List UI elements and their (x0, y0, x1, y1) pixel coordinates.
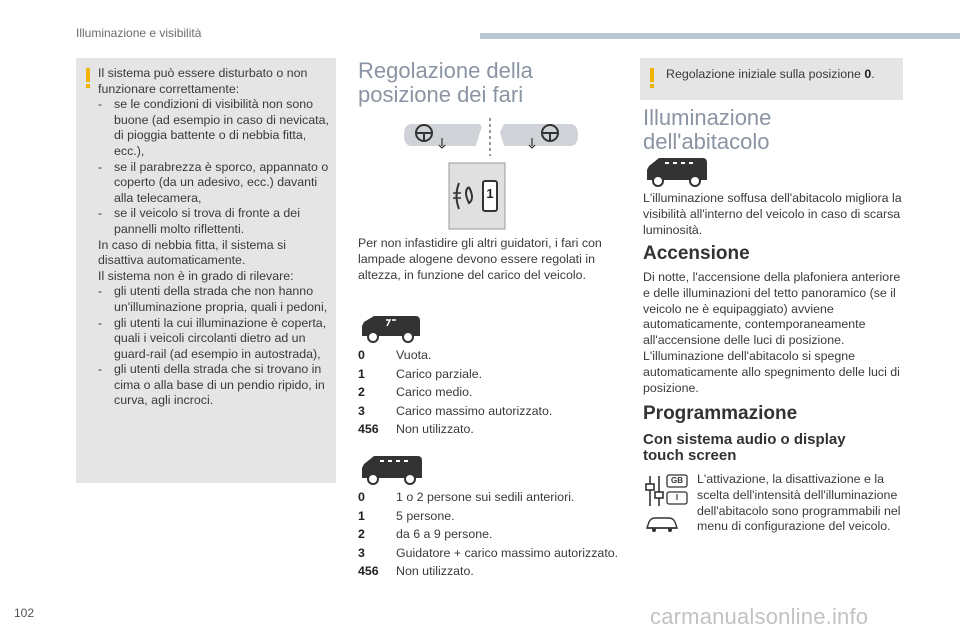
note-disturb-item: - se il veicolo si trova di fronte a dei pannelli molto riflettenti. (98, 206, 334, 237)
note-detect-item: - gli utenti della strada che non hanno un'illuminazione propria, quali i pedoni, (98, 284, 334, 315)
van-load-row: 2 Carico medio. (358, 385, 473, 400)
initial-setting-text: Regolazione iniziale sulla posizione 0. (666, 67, 875, 81)
accensione-text: Di notte, l'accensione della plafoniera anteriore e delle illuminazioni del tetto panoramico (se il veicolo ne è equipaggiato) avviene automaticamente, contemporaneamente all'accensione delle luci di posizione. L'illuminazione dell'abitacolo si spegne automaticamente allo spegnimento delle luci di posizione. (643, 270, 901, 395)
watermark: carmanualsonline.info (650, 604, 869, 629)
van-icon (358, 312, 422, 344)
page-number: 102 (14, 606, 35, 620)
header-bar (480, 33, 960, 39)
gb-language-badge: GB (671, 476, 683, 485)
headlight-beam-icon (400, 118, 580, 158)
van-load-row: 3 Carico massimo autorizzato. (358, 403, 553, 418)
cabin-title-line2: dell'abitacolo (643, 129, 770, 154)
note-fog-text: In caso di nebbia fitta, il sistema si disattiva automaticamente. (98, 237, 287, 268)
cabin-description: L'illuminazione soffusa dell'abitacolo migliora la visibilità all'interno del veicolo in caso di scarsa luminosità. (643, 191, 902, 237)
cabin-section-title (643, 106, 771, 154)
headlight-section-title (358, 59, 533, 107)
header-section-title: Illuminazione e visibilità (76, 26, 202, 40)
van-load-list (358, 346, 552, 439)
minibus-load-row: 0 1 o 2 persone sui sedili anteriori. (358, 490, 575, 505)
minibus-load-row: 3 Guidatore + carico massimo autorizzato. (358, 545, 619, 560)
note-detect-item: - gli utenti della strada che si trovano in cima o alla base di un pendio ripido, in curva, agli incroci. (98, 362, 334, 409)
touch-screen-car-icon (645, 514, 679, 534)
initial-setting-note (640, 58, 903, 100)
van-load-row: 1 Carico parziale. (358, 366, 483, 381)
van-load-row: 0 Vuota. (358, 348, 432, 363)
headlight-title-line1: Regolazione della (358, 58, 533, 83)
minibus-load-row: 456 Non utilizzato. (358, 564, 474, 579)
minibus-load-row: 2 da 6 a 9 persone. (358, 527, 493, 542)
minibus-icon (358, 452, 424, 486)
accensione-title: Accensione (643, 243, 750, 264)
minibus-load-list (358, 488, 618, 581)
i-language-badge: I (675, 493, 679, 502)
note-intro: Il sistema può essere disturbato o non funzionare correttamente: (98, 66, 308, 96)
warning-note-box (76, 58, 336, 483)
headlight-description: Per non infastidire gli altri guidatori, i fari con lampade alogene devono essere regolati in altezza, in funzione del carico del veicolo. (358, 236, 602, 282)
programmazione-subtitle: Con sistema audio o display touch screen (643, 431, 846, 464)
minibus-load-row: 1 5 persone. (358, 508, 455, 523)
info-icon (650, 68, 654, 82)
note-disturb-item: - se il parabrezza è sporco, appannato o coperto (da un adesivo, ecc.) davanti alla telecamera, (98, 160, 334, 207)
info-icon (86, 68, 90, 82)
note-disturb-item: - se le condizioni di visibilità non sono buone (ad esempio in caso di nevicata, di pioggia battente o di nebbia fitta, ecc.), (98, 97, 334, 159)
note-detect-intro: Il sistema non è in grado di rilevare: (98, 268, 294, 283)
programmazione-text: L'attivazione, la disattivazione e la scelta dell'intensità dell'illuminazione dell'abitacolo sono programmabili nel menu di configurazione del veicolo. (697, 472, 901, 534)
note-detect-item: - gli utenti la cui illuminazione è coperta, quali i veicoli circolanti dietro ad un guard-rail (ad esempio in autostrada), (98, 316, 334, 363)
headlight-dial-value: 1 (486, 186, 494, 201)
headlight-title-line2: posizione dei fari (358, 82, 524, 107)
cabin-title-line1: Illuminazione (643, 105, 772, 130)
programmazione-title: Programmazione (643, 403, 798, 424)
warning-note-text (98, 66, 334, 409)
van-load-row: 456 Non utilizzato. (358, 422, 474, 437)
minibus-icon (643, 154, 709, 188)
